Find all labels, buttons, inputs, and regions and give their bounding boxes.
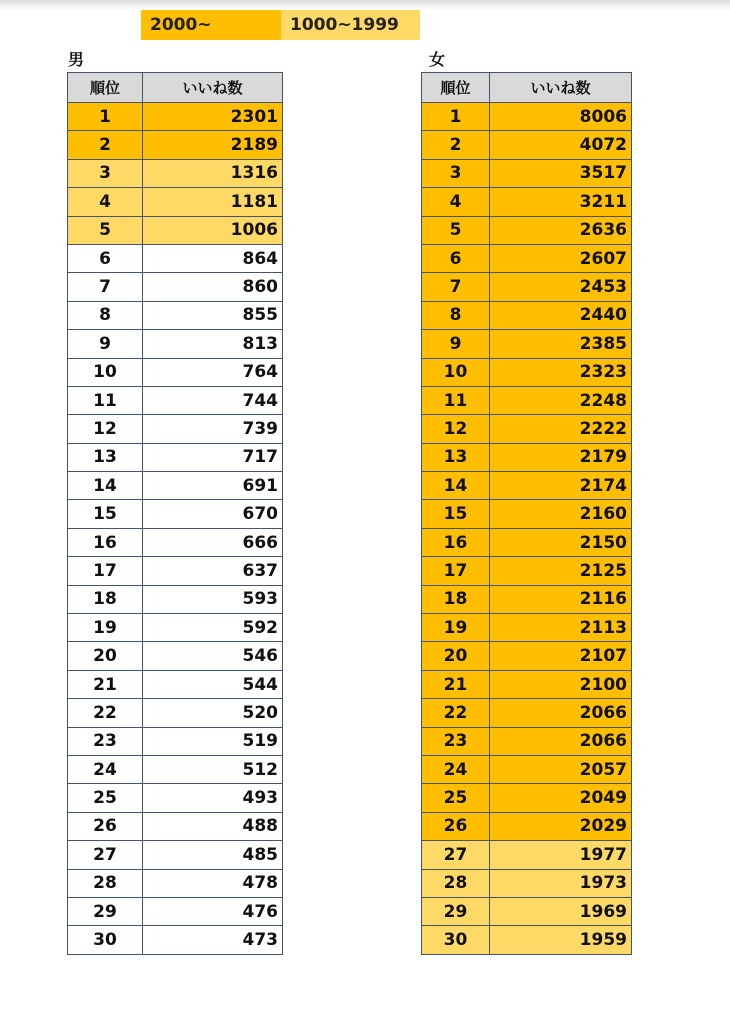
likes-header: いいね数: [490, 73, 632, 103]
likes-cell: 520: [143, 699, 283, 727]
rank-cell: 9: [68, 330, 143, 358]
rank-cell: 24: [68, 755, 143, 783]
likes-cell: 2189: [143, 131, 283, 159]
rank-cell: 2: [422, 131, 490, 159]
likes-cell: 519: [143, 727, 283, 755]
table-row: [422, 103, 632, 131]
rank-cell: 2: [68, 131, 143, 159]
likes-cell: 764: [143, 358, 283, 386]
rank-cell: 3: [422, 159, 490, 187]
male-ranking-table: [67, 72, 283, 955]
likes-cell: 2385: [490, 330, 632, 358]
likes-cell: 1316: [143, 159, 283, 187]
table-row: [68, 443, 283, 471]
rank-cell: 29: [422, 897, 490, 925]
rank-cell: 30: [68, 926, 143, 954]
table-row: [422, 386, 632, 414]
table-row: [68, 699, 283, 727]
likes-cell: 739: [143, 415, 283, 443]
likes-cell: 593: [143, 585, 283, 613]
table-row: [68, 670, 283, 698]
rank-cell: 5: [68, 216, 143, 244]
likes-cell: 860: [143, 273, 283, 301]
likes-cell: 2323: [490, 358, 632, 386]
table-row: [68, 159, 283, 187]
table-row: [422, 699, 632, 727]
rank-cell: 20: [422, 642, 490, 670]
rank-cell: 17: [422, 557, 490, 585]
likes-cell: 493: [143, 784, 283, 812]
likes-cell: 864: [143, 244, 283, 272]
female-ranking-table: [421, 72, 632, 955]
table-row: [422, 614, 632, 642]
likes-cell: 717: [143, 443, 283, 471]
table-row: [68, 330, 283, 358]
table-row: [422, 670, 632, 698]
likes-cell: 2113: [490, 614, 632, 642]
rank-cell: 23: [422, 727, 490, 755]
rank-cell: 30: [422, 926, 490, 954]
table-header-row: [422, 73, 632, 103]
table-row: [68, 273, 283, 301]
likes-cell: 473: [143, 926, 283, 954]
rank-cell: 25: [68, 784, 143, 812]
rank-cell: 19: [422, 614, 490, 642]
color-legend: [141, 10, 420, 40]
likes-cell: 2179: [490, 443, 632, 471]
likes-cell: 2607: [490, 244, 632, 272]
likes-cell: 2150: [490, 528, 632, 556]
table-row: [422, 443, 632, 471]
rank-cell: 19: [68, 614, 143, 642]
rank-cell: 9: [422, 330, 490, 358]
rank-cell: 1: [422, 103, 490, 131]
rank-cell: 20: [68, 642, 143, 670]
rank-cell: 23: [68, 727, 143, 755]
rank-cell: 18: [422, 585, 490, 613]
rank-cell: 18: [68, 585, 143, 613]
likes-cell: 2029: [490, 812, 632, 840]
table-row: [422, 415, 632, 443]
rank-cell: 27: [68, 841, 143, 869]
rank-cell: 5: [422, 216, 490, 244]
top-shadow: [0, 0, 730, 10]
table-row: [68, 358, 283, 386]
rank-cell: 11: [68, 386, 143, 414]
table-row: [422, 244, 632, 272]
likes-cell: 2248: [490, 386, 632, 414]
table-row: [422, 188, 632, 216]
likes-cell: 813: [143, 330, 283, 358]
likes-cell: 476: [143, 897, 283, 925]
table-row: [422, 784, 632, 812]
rank-cell: 7: [68, 273, 143, 301]
table-row: [68, 585, 283, 613]
rank-cell: 26: [422, 812, 490, 840]
likes-cell: 485: [143, 841, 283, 869]
likes-cell: 2116: [490, 585, 632, 613]
table-row: [422, 472, 632, 500]
table-row: [68, 841, 283, 869]
table-row: [68, 926, 283, 954]
table-row: [422, 528, 632, 556]
rank-cell: 25: [422, 784, 490, 812]
table-header-row: [68, 73, 283, 103]
table-row: [422, 585, 632, 613]
rank-cell: 22: [68, 699, 143, 727]
table-row: [422, 330, 632, 358]
likes-cell: 2301: [143, 103, 283, 131]
table-row: [68, 301, 283, 329]
rank-cell: 12: [68, 415, 143, 443]
table-row: [68, 528, 283, 556]
likes-cell: 2453: [490, 273, 632, 301]
rank-cell: 6: [422, 244, 490, 272]
rank-cell: 28: [68, 869, 143, 897]
table-row: [68, 500, 283, 528]
likes-cell: 2174: [490, 472, 632, 500]
table-row: [68, 557, 283, 585]
table-row: [422, 812, 632, 840]
table-row: [68, 244, 283, 272]
table-row: [68, 472, 283, 500]
table-row: [68, 614, 283, 642]
likes-cell: 2100: [490, 670, 632, 698]
rank-cell: 4: [68, 188, 143, 216]
likes-cell: 1969: [490, 897, 632, 925]
likes-cell: 691: [143, 472, 283, 500]
table-row: [422, 131, 632, 159]
rank-header: 順位: [68, 73, 143, 103]
likes-cell: 2160: [490, 500, 632, 528]
rank-cell: 10: [422, 358, 490, 386]
table-row: [68, 216, 283, 244]
rank-cell: 14: [68, 472, 143, 500]
table-row: [68, 642, 283, 670]
table-row: [422, 273, 632, 301]
rank-cell: 21: [422, 670, 490, 698]
table-row: [422, 500, 632, 528]
table-row: [68, 869, 283, 897]
rank-cell: 13: [68, 443, 143, 471]
rank-cell: 17: [68, 557, 143, 585]
likes-cell: 1977: [490, 841, 632, 869]
table-row: [422, 301, 632, 329]
table-row: [422, 841, 632, 869]
table-row: [422, 216, 632, 244]
likes-cell: 592: [143, 614, 283, 642]
rank-header: 順位: [422, 73, 490, 103]
rank-cell: 12: [422, 415, 490, 443]
likes-cell: 1959: [490, 926, 632, 954]
likes-cell: 1973: [490, 869, 632, 897]
likes-cell: 2222: [490, 415, 632, 443]
table-row: [422, 727, 632, 755]
likes-cell: 4072: [490, 131, 632, 159]
rank-cell: 10: [68, 358, 143, 386]
table-row: [422, 869, 632, 897]
table-row: [422, 557, 632, 585]
rank-cell: 16: [422, 528, 490, 556]
likes-cell: 2066: [490, 727, 632, 755]
rank-cell: 24: [422, 755, 490, 783]
likes-cell: 2066: [490, 699, 632, 727]
rank-cell: 16: [68, 528, 143, 556]
rank-cell: 15: [422, 500, 490, 528]
likes-cell: 637: [143, 557, 283, 585]
table-row: [422, 897, 632, 925]
table-row: [68, 415, 283, 443]
table-row: [422, 926, 632, 954]
rank-cell: 8: [422, 301, 490, 329]
likes-cell: 1006: [143, 216, 283, 244]
likes-cell: 2107: [490, 642, 632, 670]
likes-cell: 3517: [490, 159, 632, 187]
likes-cell: 666: [143, 528, 283, 556]
rank-cell: 27: [422, 841, 490, 869]
rank-cell: 8: [68, 301, 143, 329]
likes-header: いいね数: [143, 73, 283, 103]
table-row: [422, 755, 632, 783]
likes-cell: 2636: [490, 216, 632, 244]
rank-cell: 26: [68, 812, 143, 840]
table-row: [422, 642, 632, 670]
likes-cell: 488: [143, 812, 283, 840]
likes-cell: 3211: [490, 188, 632, 216]
table-row: [68, 386, 283, 414]
table-row: [422, 159, 632, 187]
likes-cell: 2440: [490, 301, 632, 329]
rank-cell: 3: [68, 159, 143, 187]
likes-cell: 2049: [490, 784, 632, 812]
rank-cell: 11: [422, 386, 490, 414]
table-row: [68, 897, 283, 925]
likes-cell: 744: [143, 386, 283, 414]
likes-cell: 670: [143, 500, 283, 528]
rank-cell: 28: [422, 869, 490, 897]
rank-cell: 4: [422, 188, 490, 216]
rank-cell: 29: [68, 897, 143, 925]
likes-cell: 2057: [490, 755, 632, 783]
male-title: 男: [68, 50, 85, 69]
rank-cell: 1: [68, 103, 143, 131]
table-row: [68, 188, 283, 216]
legend-2000-plus: 2000~: [141, 10, 281, 40]
table-row: [68, 727, 283, 755]
rank-cell: 7: [422, 273, 490, 301]
likes-cell: 544: [143, 670, 283, 698]
likes-cell: 8006: [490, 103, 632, 131]
legend-1000-1999: 1000~1999: [281, 10, 420, 40]
rank-cell: 6: [68, 244, 143, 272]
table-row: [68, 784, 283, 812]
table-row: [68, 131, 283, 159]
table-row: [422, 358, 632, 386]
likes-cell: 512: [143, 755, 283, 783]
rank-cell: 21: [68, 670, 143, 698]
rank-cell: 14: [422, 472, 490, 500]
likes-cell: 546: [143, 642, 283, 670]
likes-cell: 2125: [490, 557, 632, 585]
table-row: [68, 812, 283, 840]
table-row: [68, 103, 283, 131]
rank-cell: 22: [422, 699, 490, 727]
rank-cell: 15: [68, 500, 143, 528]
likes-cell: 1181: [143, 188, 283, 216]
female-title: 女: [429, 50, 446, 69]
likes-cell: 855: [143, 301, 283, 329]
table-row: [68, 755, 283, 783]
likes-cell: 478: [143, 869, 283, 897]
rank-cell: 13: [422, 443, 490, 471]
